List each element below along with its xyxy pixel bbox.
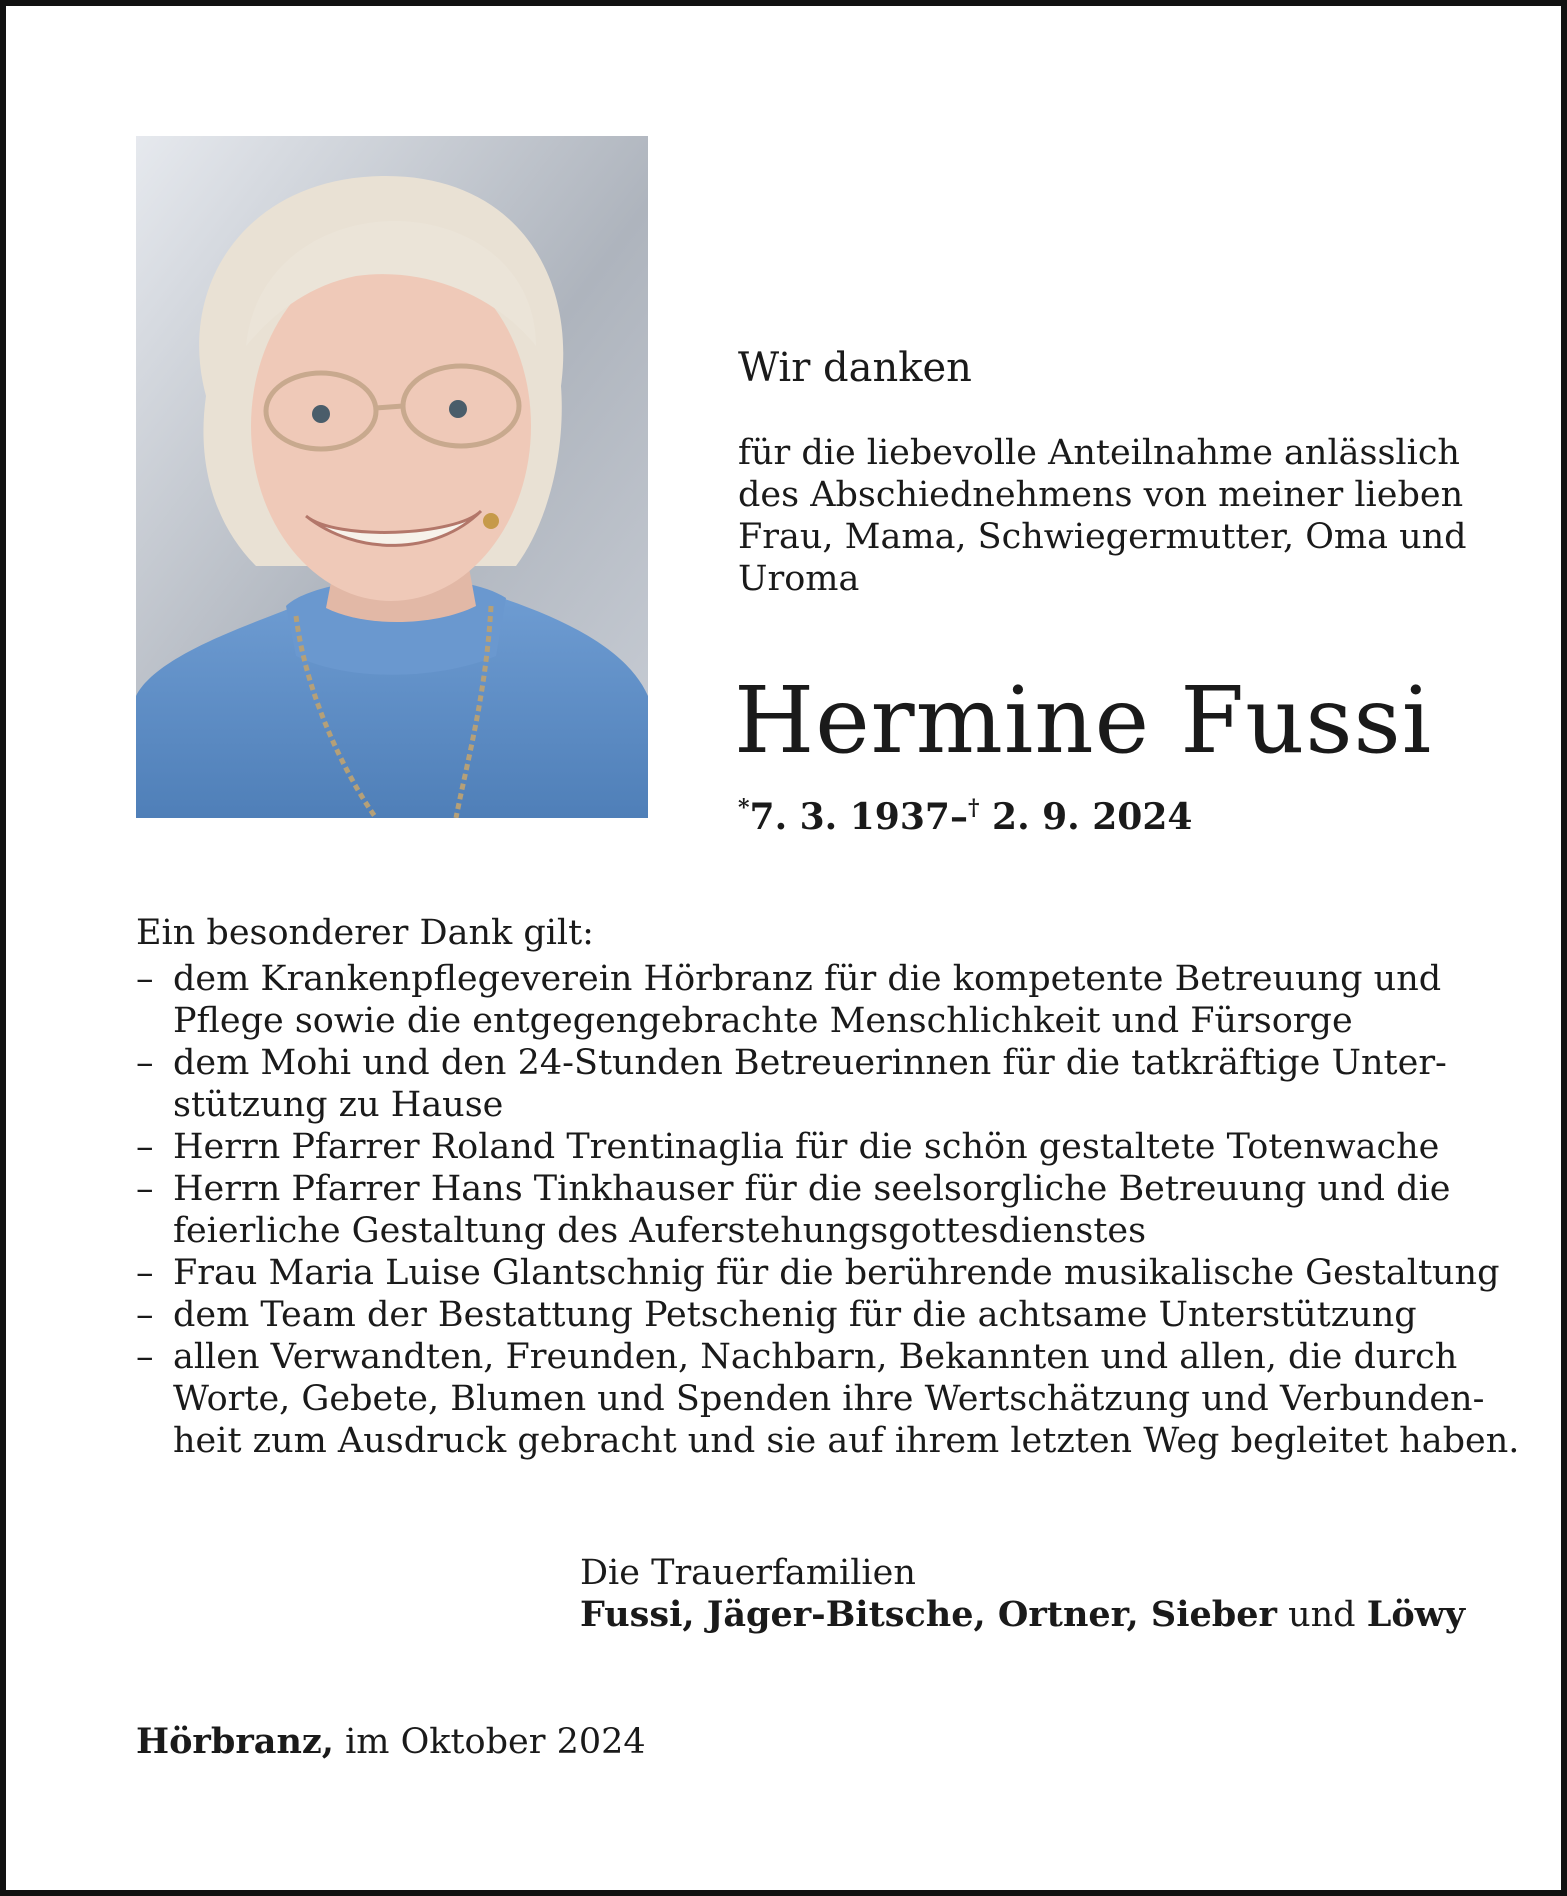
intro-title: Wir danken xyxy=(738,345,972,391)
list-line: Pflege sowie die entgegengebrachte Menschlichkeit und Fürsorge xyxy=(173,1001,1353,1041)
intro-line: Uroma xyxy=(738,559,860,599)
list-line: Herrn Pfarrer Roland Trentinaglia für die schön gestaltete Totenwache xyxy=(173,1127,1440,1167)
list-line: Herrn Pfarrer Hans Tinkhauser für die seelsorgliche Betreuung und die xyxy=(173,1169,1451,1209)
list-item xyxy=(136,1042,1446,1126)
family-names-bold: Fussi, Jäger-Bitsche, Ortner, Sieber xyxy=(580,1594,1277,1635)
list-line: dem Krankenpflegeverein Hörbranz für die kompetente Betreuung und xyxy=(173,959,1442,999)
date: im Oktober 2024 xyxy=(333,1722,646,1762)
family-names xyxy=(580,1594,1465,1636)
birth-symbol: * xyxy=(738,795,750,821)
list-dash: – xyxy=(136,1043,154,1083)
list-dash: – xyxy=(136,959,154,999)
intro-line: des Abschiednehmens von meiner lieben xyxy=(738,475,1464,515)
list-item xyxy=(136,1126,1446,1168)
list-dash: – xyxy=(136,1295,154,1335)
place-date xyxy=(136,1721,646,1763)
list-dash: – xyxy=(136,1253,154,1293)
intro-text xyxy=(738,432,1467,600)
list-line: dem Mohi und den 24-Stunden Betreuerinnen für die tatkräftige Unter- xyxy=(173,1043,1447,1083)
family-connector: und xyxy=(1276,1595,1367,1635)
list-line: heit zum Ausdruck gebracht und sie auf ihrem letzten Weg begleitet haben. xyxy=(173,1421,1520,1461)
intro-line: Frau, Mama, Schwiegermutter, Oma und xyxy=(738,517,1467,557)
list-item xyxy=(136,958,1446,1042)
thanks-heading: Ein besonderer Dank gilt: xyxy=(136,913,594,953)
list-item xyxy=(136,1294,1446,1336)
list-dash: – xyxy=(136,1127,154,1167)
death-date: 2. 9. 2024 xyxy=(992,796,1193,838)
list-dash: – xyxy=(136,1337,154,1377)
list-line: allen Verwandten, Freunden, Nachbarn, Bekannten und allen, die durch xyxy=(173,1337,1458,1377)
deceased-name: Hermine Fussi xyxy=(734,667,1433,774)
list-line: feierliche Gestaltung des Auferstehungsgottesdienstes xyxy=(173,1211,1147,1251)
list-line: Worte, Gebete, Blumen und Spenden ihre Wertschätzung und Verbunden- xyxy=(173,1379,1485,1419)
intro-line: für die liebevolle Anteilnahme anlässlich xyxy=(738,433,1460,473)
list-dash: – xyxy=(136,1169,154,1209)
birth-date: 7. 3. 1937 xyxy=(749,796,950,838)
list-item xyxy=(136,1252,1500,1294)
list-item xyxy=(136,1168,1451,1252)
list-item xyxy=(136,1336,1520,1462)
portrait-photo-icon xyxy=(136,136,648,818)
death-symbol: † xyxy=(967,795,980,821)
list-line: Frau Maria Luise Glantschnig für die berührende musikalische Gestaltung xyxy=(173,1253,1500,1293)
list-line: dem Team der Bestattung Petschenig für die achtsame Unterstützung xyxy=(173,1295,1417,1335)
family-label: Die Trauerfamilien xyxy=(580,1553,916,1593)
place: Hörbranz, xyxy=(136,1721,334,1762)
list-line: stützung zu Hause xyxy=(173,1085,504,1125)
thanks-list xyxy=(136,958,1520,1462)
family-last-name: Löwy xyxy=(1366,1594,1466,1635)
life-dates xyxy=(738,786,1192,839)
date-separator: – xyxy=(949,796,968,838)
